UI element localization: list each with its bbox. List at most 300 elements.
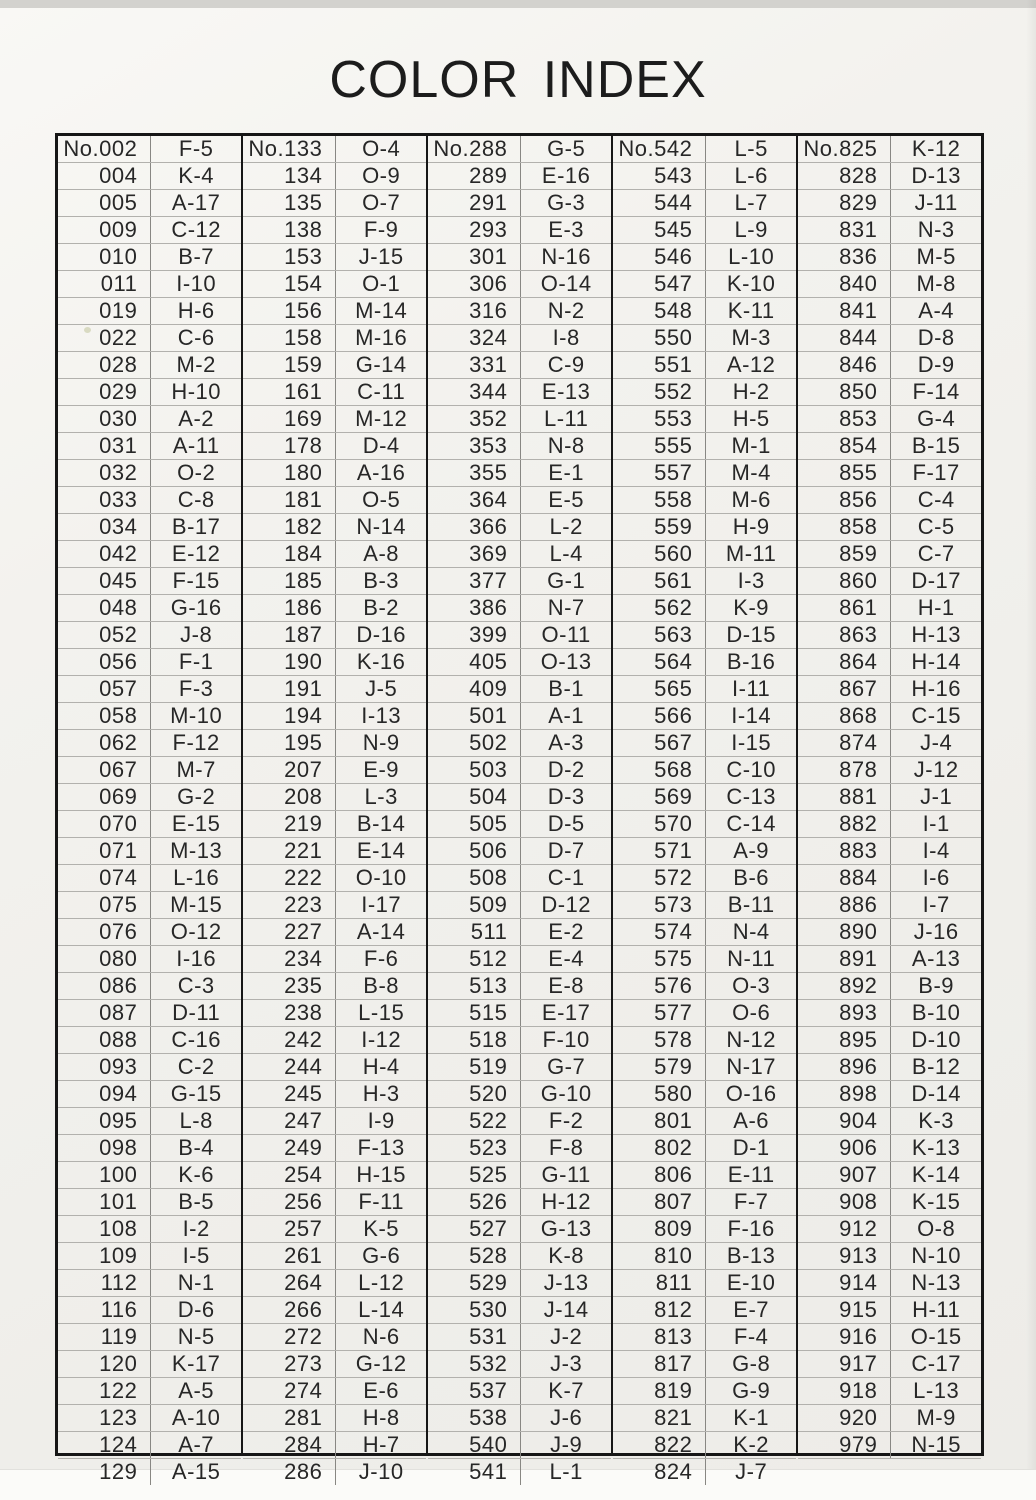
table-row [243,325,426,352]
index-number-cell: 324 [428,325,521,351]
index-number-cell: 273 [243,1351,336,1377]
index-number-cell: 352 [428,406,521,432]
grid-reference-cell: N-9 [362,730,400,755]
page-title: COLOR INDEX [329,51,707,109]
index-number-cell: 281 [243,1405,336,1431]
table-row [798,1432,981,1459]
grid-reference-cell: E-6 [363,1378,400,1403]
table-row [243,136,426,163]
grid-reference-cell: I-13 [361,703,402,728]
grid-reference-cell: A-17 [171,190,221,215]
grid-reference-cell: C-2 [177,1054,215,1079]
grid-reference-cell: B-10 [911,1000,961,1025]
table-row [613,1000,796,1027]
grid-reference-cell: F-4 [733,1324,769,1349]
index-number-cell: 353 [428,433,521,459]
grid-reference-cell: G-9 [732,1378,771,1403]
index-number-cell: 531 [428,1324,521,1350]
table-row [243,1324,426,1351]
index-number-cell: 829 [798,190,891,216]
table-row [58,676,241,703]
grid-reference-cell: N-11 [727,946,776,971]
table-row [58,1324,241,1351]
index-number-cell: 886 [798,892,891,918]
grid-reference-cell: E-11 [727,1162,775,1187]
index-number-cell: 080 [58,946,151,972]
grid-reference-cell: M-3 [731,325,771,350]
index-number-cell: 914 [798,1270,891,1296]
grid-reference-cell: L-2 [549,514,583,539]
grid-reference-cell: E-17 [541,1000,591,1025]
table-row [58,757,241,784]
index-number-cell: 156 [243,298,336,324]
grid-reference-cell: A-2 [178,406,215,431]
index-number-cell: 088 [58,1027,151,1053]
index-number-cell: 854 [798,433,891,459]
grid-reference-cell: B-15 [911,433,961,458]
table-row [58,433,241,460]
grid-reference-cell: G-14 [355,352,407,377]
index-number-cell: 874 [798,730,891,756]
grid-reference-cell: K-7 [548,1378,585,1403]
table-row [613,1081,796,1108]
grid-reference-cell: E-1 [548,460,585,485]
table-row [798,919,981,946]
grid-reference-cell: N-16 [541,244,591,269]
grid-reference-cell: C-11 [357,379,406,404]
grid-reference-cell: E-12 [171,541,221,566]
table-row [428,784,611,811]
grid-reference-cell: J-9 [550,1432,583,1457]
table-row [428,217,611,244]
index-number-cell: 915 [798,1297,891,1323]
grid-reference-cell: D-14 [911,1081,961,1106]
index-number-cell: 540 [428,1432,521,1458]
grid-reference-cell: B-17 [171,514,221,539]
table-row [58,1378,241,1405]
grid-reference-cell: D-5 [547,811,585,836]
index-number-cell: 530 [428,1297,521,1323]
grid-reference-cell: D-17 [911,568,961,593]
index-number-cell: 864 [798,649,891,675]
grid-reference-cell: J-11 [914,190,958,215]
index-number-cell: 807 [613,1189,706,1215]
index-number-cell: 908 [798,1189,891,1215]
grid-reference-cell: G-4 [917,406,956,431]
grid-reference-cell: F-6 [363,946,399,971]
table-row [243,1135,426,1162]
table-row [428,541,611,568]
index-number-cell: 567 [613,730,706,756]
grid-reference-cell: B-4 [178,1135,215,1160]
index-number-cell: 070 [58,811,151,837]
index-number-cell: 011 [58,271,151,297]
index-number-cell: 048 [58,595,151,621]
index-column-group-5 [796,136,981,1457]
index-number-cell: 502 [428,730,521,756]
grid-reference-cell: E-9 [363,757,400,782]
table-row [613,1189,796,1216]
index-number-cell: 916 [798,1324,891,1350]
grid-reference-cell: I-9 [367,1108,395,1133]
table-row [243,1270,426,1297]
index-number-cell: 884 [798,865,891,891]
table-row [58,298,241,325]
grid-reference-cell: K-1 [733,1405,770,1430]
table-row [58,1135,241,1162]
table-row [58,919,241,946]
grid-reference-cell: N-2 [547,298,585,323]
index-number-cell: 828 [798,163,891,189]
grid-reference-cell: C-1 [547,865,585,890]
table-row [428,811,611,838]
index-number-cell: 538 [428,1405,521,1431]
table-row [243,865,426,892]
table-row [58,379,241,406]
table-row [798,379,981,406]
grid-reference-cell: L-10 [728,244,775,269]
index-number-cell: 022 [58,325,151,351]
grid-reference-cell: D-15 [726,622,776,647]
table-row [58,136,241,163]
table-row [243,1189,426,1216]
grid-reference-cell: N-13 [911,1270,961,1295]
grid-reference-cell: M-9 [916,1405,956,1430]
index-number-cell: 100 [58,1162,151,1188]
index-number-cell: 169 [243,406,336,432]
grid-reference-cell: O-12 [170,919,222,944]
index-number-cell: 979 [798,1432,891,1458]
grid-reference-cell: H-10 [171,379,221,404]
index-number-cell: 579 [613,1054,706,1080]
grid-reference-cell: G-2 [177,784,216,809]
table-row [58,622,241,649]
index-number-cell: 344 [428,379,521,405]
index-number-cell: 074 [58,865,151,891]
grid-reference-cell: M-13 [170,838,223,863]
table-row [798,1243,981,1270]
index-number-cell: No.288 [428,136,521,162]
index-number-cell: 564 [613,649,706,675]
table-row [58,352,241,379]
index-number-cell: 545 [613,217,706,243]
index-number-cell: 519 [428,1054,521,1080]
table-row [58,1108,241,1135]
table-row [798,568,981,595]
index-number-cell: 364 [428,487,521,513]
table-row [798,1324,981,1351]
index-number-cell: 355 [428,460,521,486]
grid-reference-cell: C-14 [726,811,776,836]
grid-reference-cell: I-17 [361,892,402,917]
grid-reference-cell: N-17 [726,1054,776,1079]
table-row [58,190,241,217]
index-number-cell: 227 [243,919,336,945]
grid-reference-cell: N-8 [547,433,585,458]
grid-reference-cell: L-16 [173,865,220,890]
table-row [798,325,981,352]
index-number-cell: 552 [613,379,706,405]
index-number-cell: 568 [613,757,706,783]
table-row [613,1027,796,1054]
grid-reference-cell: J-7 [735,1459,768,1484]
grid-reference-cell: N-7 [547,595,585,620]
index-number-cell: 010 [58,244,151,270]
index-number-cell: 527 [428,1216,521,1242]
grid-reference-cell: O-11 [541,622,591,647]
table-row [798,1378,981,1405]
grid-reference-cell: M-1 [731,433,771,458]
grid-reference-cell: I-2 [182,1216,210,1241]
index-number-cell: 249 [243,1135,336,1161]
table-row [798,541,981,568]
index-number-cell: 405 [428,649,521,675]
grid-reference-cell: A-11 [172,433,220,458]
table-row [428,352,611,379]
index-number-cell: 572 [613,865,706,891]
grid-reference-cell: L-8 [179,1108,213,1133]
grid-reference-cell: D-8 [917,325,955,350]
index-number-cell: No.133 [243,136,336,162]
index-number-cell: 244 [243,1054,336,1080]
index-number-cell: 543 [613,163,706,189]
table-row [58,973,241,1000]
table-row [613,1297,796,1324]
grid-reference-cell: E-16 [541,163,591,188]
index-number-cell: 195 [243,730,336,756]
index-number-cell: 529 [428,1270,521,1296]
index-number-cell: 553 [613,406,706,432]
table-row [428,1000,611,1027]
grid-reference-cell: C-3 [177,973,215,998]
table-row [428,190,611,217]
table-row [798,1054,981,1081]
grid-reference-cell: J-6 [550,1405,583,1430]
table-row [798,514,981,541]
table-row [798,163,981,190]
table-row [428,298,611,325]
table-row [58,946,241,973]
index-number-cell: 161 [243,379,336,405]
table-row [613,217,796,244]
table-row [58,1054,241,1081]
grid-reference-cell: H-1 [917,595,955,620]
index-number-cell: 366 [428,514,521,540]
table-row [798,730,981,757]
index-number-cell: 094 [58,1081,151,1107]
grid-reference-cell: J-1 [920,784,953,809]
index-number-cell: 386 [428,595,521,621]
grid-reference-cell: I-12 [361,1027,402,1052]
grid-reference-cell: H-12 [541,1189,591,1214]
index-number-cell: 093 [58,1054,151,1080]
index-number-cell: 856 [798,487,891,513]
grid-reference-cell: K-14 [911,1162,961,1187]
grid-reference-cell: D-2 [547,757,585,782]
table-row [613,1405,796,1432]
table-row [58,1243,241,1270]
table-row [58,838,241,865]
index-number-cell: 577 [613,1000,706,1026]
table-row [613,568,796,595]
table-row [613,487,796,514]
table-row [428,379,611,406]
table-row [58,730,241,757]
table-row [613,244,796,271]
index-number-cell: 506 [428,838,521,864]
grid-reference-cell: H-3 [362,1081,400,1106]
grid-reference-cell: O-10 [355,865,407,890]
index-number-cell: 907 [798,1162,891,1188]
index-number-cell: 185 [243,568,336,594]
table-row [58,514,241,541]
grid-reference-cell: D-12 [541,892,591,917]
index-number-cell: 116 [58,1297,151,1323]
table-row [613,541,796,568]
grid-reference-cell: K-12 [911,136,961,161]
index-number-cell: 129 [58,1459,151,1485]
index-number-cell: 891 [798,946,891,972]
index-number-cell: 555 [613,433,706,459]
table-row [58,1189,241,1216]
table-row [428,244,611,271]
grid-reference-cell: F-13 [357,1135,405,1160]
index-number-cell: 532 [428,1351,521,1377]
table-row [428,1162,611,1189]
table-row [428,946,611,973]
grid-reference-cell: J-8 [180,622,213,647]
index-number-cell: 119 [58,1324,151,1350]
grid-reference-cell: O-2 [177,460,216,485]
index-number-cell: 284 [243,1432,336,1458]
table-row [243,1000,426,1027]
table-row [428,892,611,919]
index-number-cell: 512 [428,946,521,972]
table-row [798,1351,981,1378]
index-number-cell: 095 [58,1108,151,1134]
grid-reference-cell: K-8 [548,1243,585,1268]
index-number-cell: 895 [798,1027,891,1053]
index-number-cell: 264 [243,1270,336,1296]
grid-reference-cell: A-12 [726,352,776,377]
index-number-cell: 182 [243,514,336,540]
index-number-cell: 108 [58,1216,151,1242]
table-row [243,1351,426,1378]
grid-reference-cell: F-2 [548,1108,584,1133]
grid-reference-cell: D-3 [547,784,585,809]
table-row [243,676,426,703]
table-row [613,352,796,379]
grid-reference-cell: K-9 [733,595,770,620]
grid-reference-cell: L-5 [734,136,768,161]
index-number-cell: 005 [58,190,151,216]
grid-reference-cell: C-5 [917,514,955,539]
grid-reference-cell: B-12 [911,1054,961,1079]
table-row [58,892,241,919]
table-row [243,757,426,784]
grid-reference-cell: O-3 [732,973,771,998]
index-number-cell: 257 [243,1216,336,1242]
index-number-cell: 881 [798,784,891,810]
index-number-cell: 062 [58,730,151,756]
table-row [428,1324,611,1351]
index-column-group-1 [58,136,241,1484]
table-row [613,379,796,406]
grid-reference-cell: A-1 [548,703,585,728]
grid-reference-cell: I-15 [731,730,772,755]
table-row [798,757,981,784]
index-number-cell: 190 [243,649,336,675]
index-number-cell: 802 [613,1135,706,1161]
table-row [243,919,426,946]
index-number-cell: 274 [243,1378,336,1404]
index-number-cell: 570 [613,811,706,837]
index-number-cell: 537 [428,1378,521,1404]
table-row [243,973,426,1000]
table-row [243,1405,426,1432]
index-number-cell: 522 [428,1108,521,1134]
table-row [613,676,796,703]
index-number-cell: 566 [613,703,706,729]
grid-reference-cell: F-11 [358,1189,404,1214]
table-row [798,865,981,892]
grid-reference-cell: A-5 [178,1378,215,1403]
index-number-cell: 846 [798,352,891,378]
index-number-cell: 509 [428,892,521,918]
table-row [243,811,426,838]
grid-reference-cell: B-16 [726,649,776,674]
table-row [428,1135,611,1162]
index-number-cell: 178 [243,433,336,459]
index-number-cell: 207 [243,757,336,783]
index-number-cell: 550 [613,325,706,351]
index-number-cell: 042 [58,541,151,567]
grid-reference-cell: B-1 [548,676,585,701]
grid-reference-cell: K-17 [171,1351,221,1376]
table-row [58,541,241,568]
grid-reference-cell: M-11 [725,541,777,566]
table-row [58,1459,241,1485]
grid-reference-cell: K-3 [918,1108,955,1133]
grid-reference-cell: G-7 [547,1054,586,1079]
table-row [428,325,611,352]
table-row [243,460,426,487]
grid-reference-cell: N-3 [917,217,955,242]
table-row [428,1027,611,1054]
table-row [58,1405,241,1432]
table-row [798,595,981,622]
table-row [243,514,426,541]
index-number-cell: 235 [243,973,336,999]
grid-reference-cell: N-4 [732,919,770,944]
index-number-cell: 158 [243,325,336,351]
index-number-cell: 544 [613,190,706,216]
table-row [243,244,426,271]
table-row [428,1189,611,1216]
index-number-cell: 153 [243,244,336,270]
grid-reference-cell: B-13 [726,1243,776,1268]
index-number-cell: 316 [428,298,521,324]
grid-reference-cell: H-5 [732,406,770,431]
table-row [243,568,426,595]
index-number-cell: 813 [613,1324,706,1350]
index-number-cell: 853 [798,406,891,432]
grid-reference-cell: D-6 [177,1297,215,1322]
grid-reference-cell: O-16 [725,1081,777,1106]
table-row [428,568,611,595]
table-row [798,433,981,460]
index-number-cell: 291 [428,190,521,216]
